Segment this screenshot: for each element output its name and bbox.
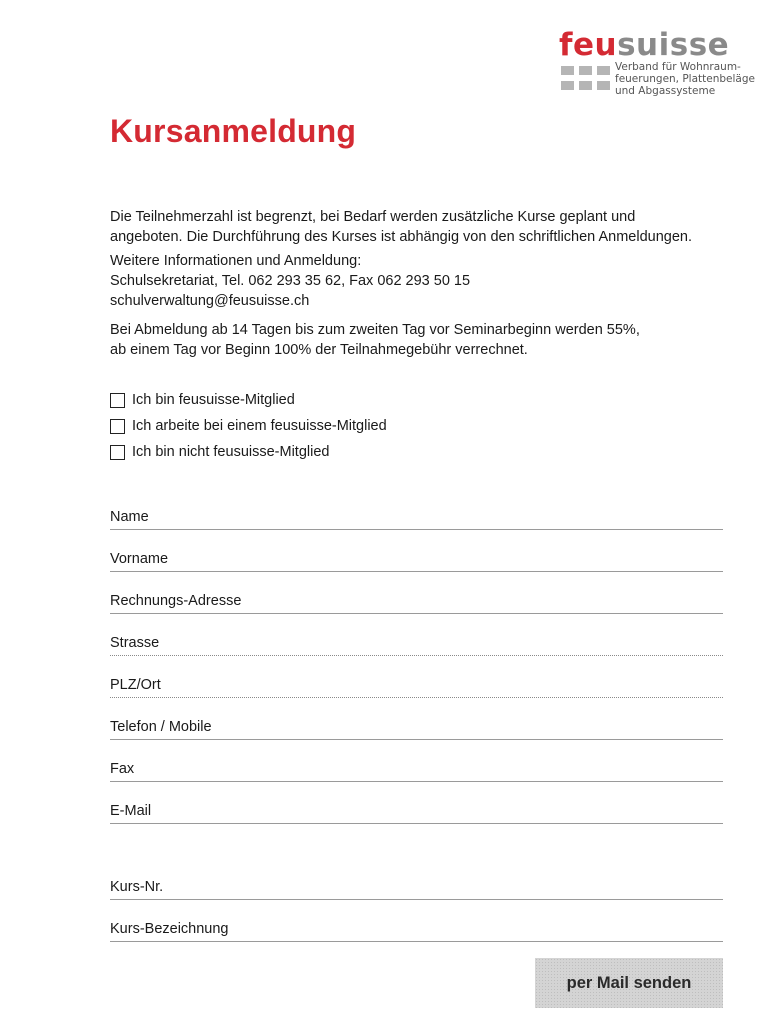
field-underline[interactable] <box>110 823 723 824</box>
field-underline[interactable] <box>110 941 723 942</box>
logo-tagline-line: Verband für Wohnraum- <box>615 61 741 73</box>
membership-option-employee[interactable] <box>110 416 387 436</box>
rechnungs-adresse-field[interactable] <box>110 590 723 614</box>
logo-tagline-line: feuerungen, Plattenbeläge <box>615 73 755 85</box>
name-field[interactable] <box>110 506 723 530</box>
logo-tagline-line: und Abgassysteme <box>615 85 716 97</box>
email-field[interactable] <box>110 800 723 824</box>
checkbox[interactable] <box>110 445 125 460</box>
contact-line: Schulsekretariat, Tel. 062 293 35 62, Fax 062 293 50 15 <box>110 273 471 289</box>
plz-ort-field[interactable] <box>110 674 723 698</box>
logo-wordmark-suisse: suisse <box>617 27 730 63</box>
field-underline[interactable] <box>110 529 723 530</box>
cancellation-line: ab einem Tag vor Beginn 100% der Teilnahmegebühr verrechnet. <box>110 342 528 358</box>
field-underline[interactable] <box>110 697 723 698</box>
logo-wordmark-feu: feu <box>559 27 618 63</box>
checkbox[interactable] <box>110 393 125 408</box>
checkbox-label: Ich bin nicht feusuisse-Mitglied <box>132 444 330 460</box>
contact-line: Weitere Informationen und Anmeldung: <box>110 253 362 269</box>
vorname-field[interactable] <box>110 548 723 572</box>
field-label: Vorname <box>110 551 169 567</box>
fax-field[interactable] <box>110 758 723 782</box>
checkbox-label: Ich arbeite bei einem feusuisse-Mitglied <box>132 418 387 434</box>
field-underline[interactable] <box>110 899 723 900</box>
field-label: Telefon / Mobile <box>110 719 212 735</box>
contact-paragraph <box>110 251 470 311</box>
cancellation-paragraph <box>110 320 640 360</box>
contact-email: schulverwaltung@feusuisse.ch <box>110 293 310 309</box>
field-underline[interactable] <box>110 781 723 782</box>
intro-line: angeboten. Die Durchführung des Kurses ist abhängig von den schriftlichen Anmeldungen. <box>110 229 692 245</box>
field-label: Kurs-Nr. <box>110 879 164 895</box>
send-mail-button[interactable]: per Mail senden <box>535 958 723 1008</box>
field-label: Fax <box>110 761 135 777</box>
kurs-nr-field[interactable] <box>110 876 723 900</box>
field-underline[interactable] <box>110 613 723 614</box>
strasse-field[interactable] <box>110 632 723 656</box>
logo-tagline <box>615 61 755 97</box>
field-label: PLZ/Ort <box>110 677 161 693</box>
field-label: Rechnungs-Adresse <box>110 593 242 609</box>
cancellation-line: Bei Abmeldung ab 14 Tagen bis zum zweiten Tag vor Seminarbeginn werden 55%, <box>110 322 640 338</box>
page-title: Kursanmeldung <box>110 113 357 149</box>
logo-square-grid-icon <box>561 66 611 96</box>
intro-line: Die Teilnehmerzahl ist begrenzt, bei Bedarf werden zusätzliche Kurse geplant und <box>110 209 636 225</box>
intro-paragraph <box>110 207 692 247</box>
membership-option-non-member[interactable] <box>110 442 329 462</box>
field-label: Name <box>110 509 149 525</box>
field-underline[interactable] <box>110 571 723 572</box>
telefon-field[interactable] <box>110 716 723 740</box>
checkbox[interactable] <box>110 419 125 434</box>
field-underline[interactable] <box>110 739 723 740</box>
kurs-bezeichnung-field[interactable] <box>110 918 723 942</box>
field-underline[interactable] <box>110 655 723 656</box>
membership-option-member[interactable] <box>110 390 295 410</box>
field-label: E-Mail <box>110 803 152 819</box>
feusuisse-logo <box>558 27 755 98</box>
field-label: Kurs-Bezeichnung <box>110 921 229 937</box>
logo-wordmark <box>559 28 729 62</box>
checkbox-label: Ich bin feusuisse-Mitglied <box>132 392 295 408</box>
field-label: Strasse <box>110 635 160 651</box>
